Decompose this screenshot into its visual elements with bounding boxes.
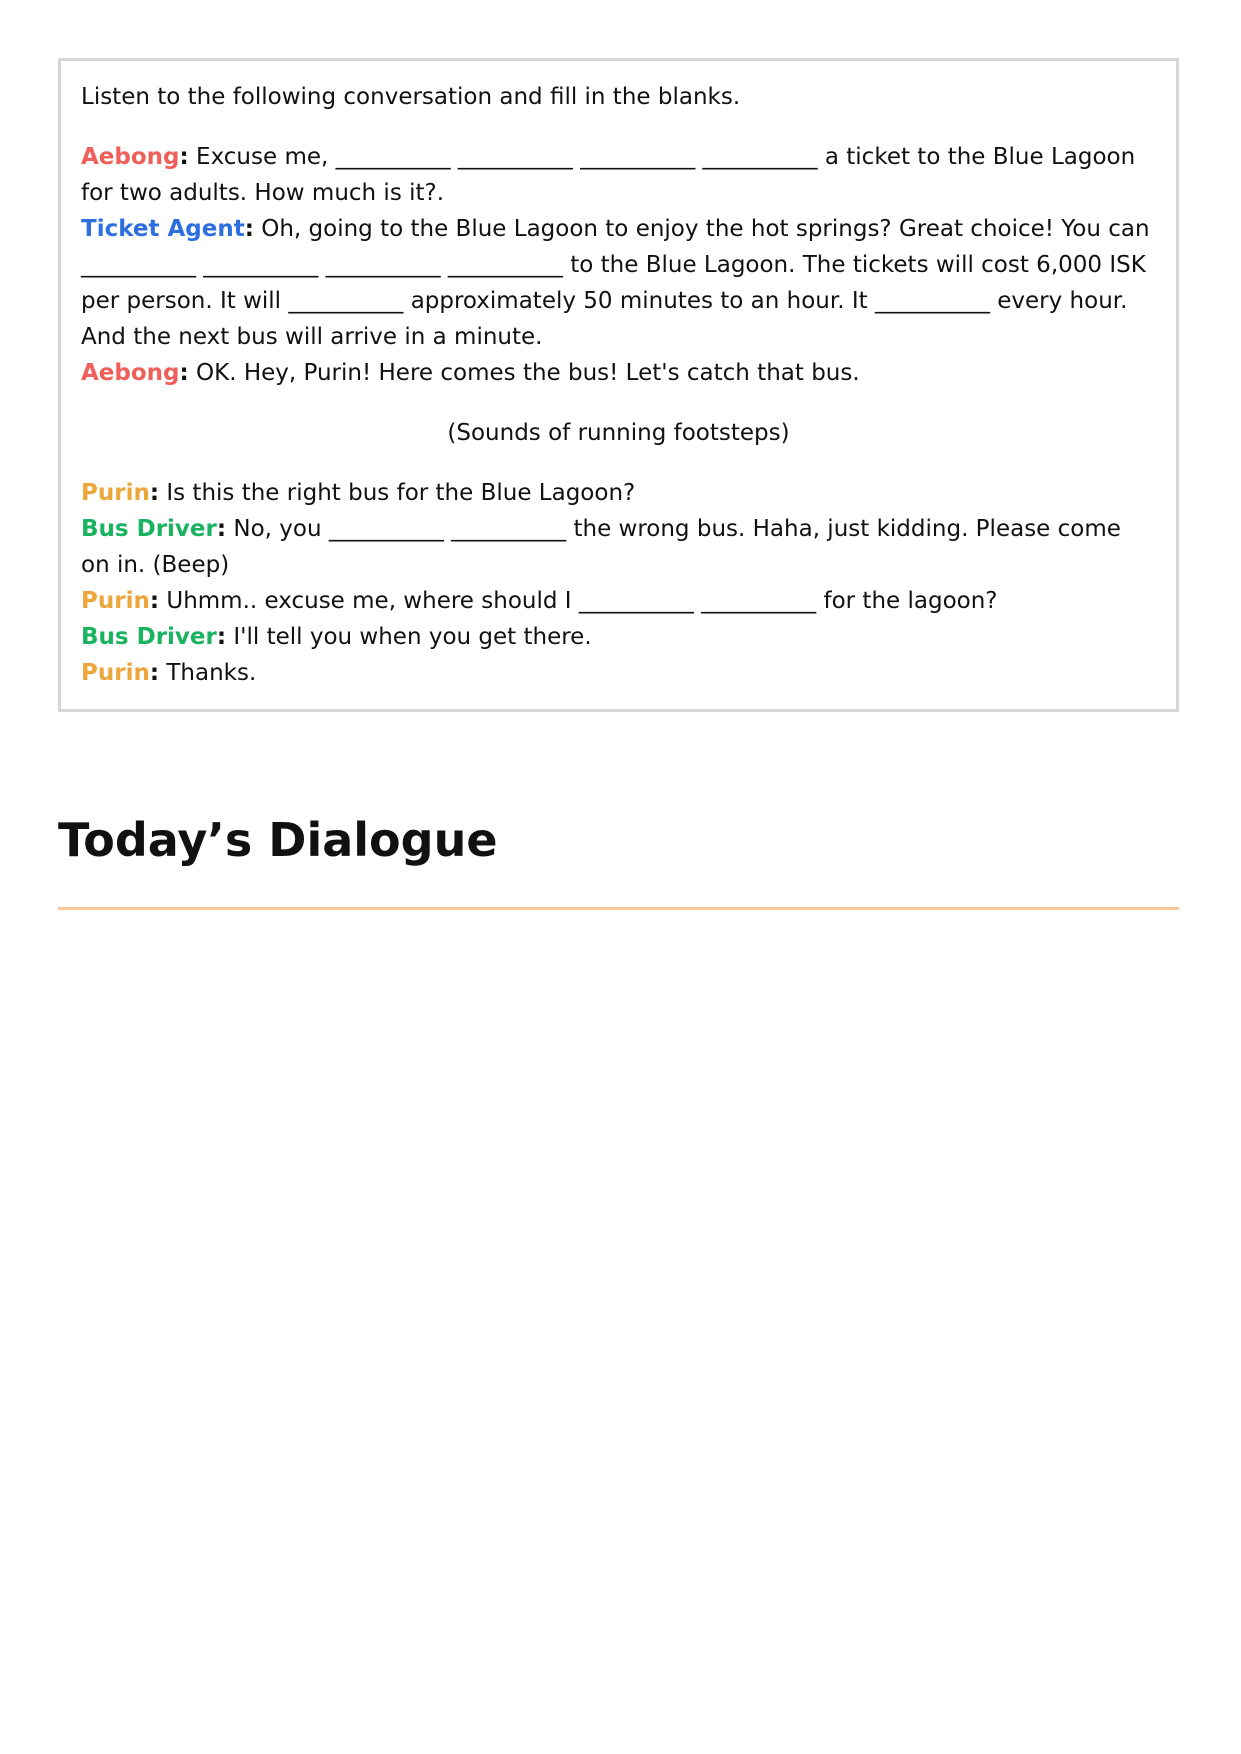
dialogue-line: Ticket Agent: Oh, going to the Blue Lagoon to enjoy the hot springs? Great choice! You can __________ __________ __________ __________ to the Blue Lagoon. The tickets will cost 6,000 ISK per person. It will __________ approximately 50 minutes to an hour. It __________ every hour. And the next bus will arrive in a minute. [81,216,1150,350]
section-divider [58,907,1179,910]
dialogue-text: Oh, going to the Blue Lagoon to enjoy the hot springs? Great choice! You can __________ __________ __________ __________ to the Blue Lagoon. The tickets will cost 6,000 ISK per person. It will __________ approximately 50 minutes to an hour. It __________ every hour. And the next bus will arrive in a minute. [81,216,1150,350]
sound-effect-caption: (Sounds of running footsteps) [447,420,790,446]
dialogue-line: Purin: Uhmm.. excuse me, where should I __________ __________ for the lagoon? [81,588,998,614]
section-title: Today’s Dialogue [58,813,498,867]
dialogue-text: OK. Hey, Purin! Here comes the bus! Let's catch that bus. [196,360,860,386]
dialogue-line: Aebong: Excuse me, __________ __________ __________ __________ a ticket to the Blue Lagoon for two adults. How much is it?. [81,144,1136,206]
listening-exercise-box [58,58,1179,712]
dialogue-text: Uhmm.. excuse me, where should I __________ __________ for the lagoon? [166,588,998,614]
speaker-name: Purin [81,588,150,614]
dialogue-text: I'll tell you when you get there. [233,624,592,650]
speaker-name: Purin [81,660,150,686]
speaker-name: Aebong [81,360,180,386]
dialogue-text: Excuse me, __________ __________ __________ __________ a ticket to the Blue Lagoon for two adults. How much is it?. [81,144,1136,206]
dialogue-part-2 [81,475,1156,691]
dialogue-text: Thanks. [166,660,257,686]
dialogue-line: Bus Driver: No, you __________ __________ the wrong bus. Haha, just kidding. Please come on in. (Beep) [81,516,1121,578]
speaker-name: Purin [81,480,150,506]
speaker-name: Aebong [81,144,180,170]
exercise-instruction: Listen to the following conversation and fill in the blanks. [81,84,741,110]
dialogue-part-1 [81,139,1156,391]
speaker-name: Bus Driver [81,516,217,542]
dialogue-text: No, you __________ __________ the wrong bus. Haha, just kidding. Please come on in. (Beep) [81,516,1121,578]
dialogue-line: Purin: Is this the right bus for the Blue Lagoon? [81,480,636,506]
dialogue-text: Is this the right bus for the Blue Lagoon? [166,480,636,506]
speaker-name: Bus Driver [81,624,217,650]
speaker-name: Ticket Agent [81,216,245,242]
dialogue-line: Bus Driver: I'll tell you when you get there. [81,624,592,650]
dialogue-line: Aebong: OK. Hey, Purin! Here comes the bus! Let's catch that bus. [81,360,860,386]
dialogue-line: Purin: Thanks. [81,660,257,686]
